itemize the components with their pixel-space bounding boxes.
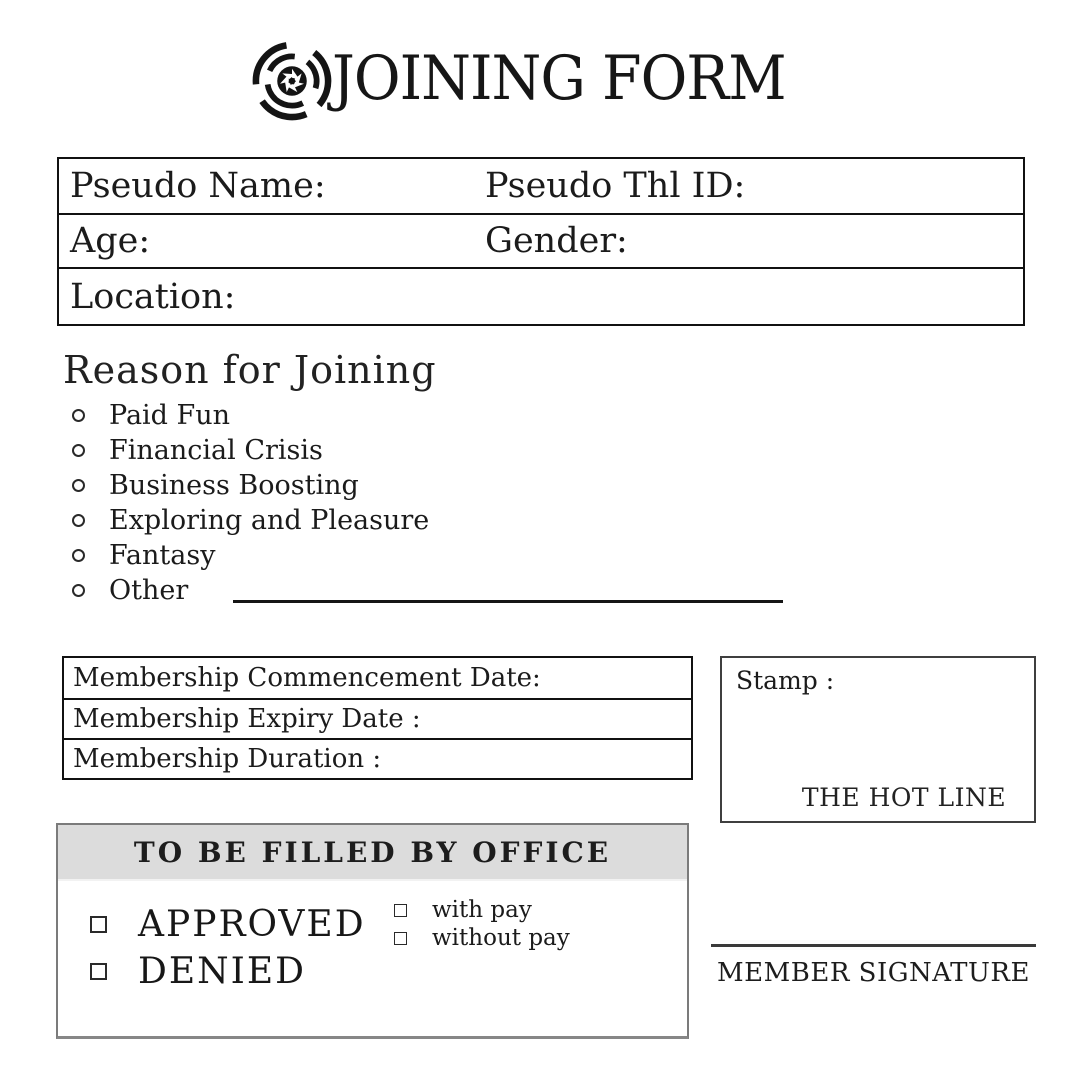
- approved-checkbox[interactable]: [90, 916, 107, 933]
- reason-option-label: Paid Fun: [109, 400, 231, 431]
- office-use-box: [56, 823, 689, 1039]
- reason-heading: Reason for Joining: [63, 348, 437, 392]
- radio-icon[interactable]: [72, 409, 85, 422]
- page-title: JOINING FORM: [332, 44, 786, 114]
- age-label: Age:: [70, 221, 151, 261]
- list-item: [63, 538, 783, 573]
- info-row-name-id[interactable]: [59, 159, 1023, 213]
- membership-expiry-label: Membership Expiry Date :: [73, 704, 421, 734]
- office-header: TO BE FILLED BY OFFICE: [58, 825, 687, 881]
- stamp-label: Stamp :: [736, 666, 835, 695]
- reason-option-label: Financial Crisis: [109, 435, 323, 466]
- reason-list: [63, 398, 783, 608]
- without-pay-label: without pay: [432, 925, 570, 951]
- pseudo-thl-id-label: Pseudo Thl ID:: [485, 166, 746, 206]
- location-label: Location:: [70, 276, 236, 317]
- reason-option-label: Exploring and Pleasure: [109, 505, 430, 536]
- with-pay-checkbox[interactable]: [394, 904, 407, 917]
- pseudo-name-label: Pseudo Name:: [70, 166, 326, 206]
- without-pay-checkbox[interactable]: [394, 932, 407, 945]
- list-item: [63, 433, 783, 468]
- radio-icon[interactable]: [72, 514, 85, 527]
- member-signature-label: MEMBER SIGNATURE: [717, 958, 1030, 988]
- org-name-label: THE HOT LINE: [801, 783, 1007, 812]
- list-item: [63, 398, 783, 433]
- list-item: [63, 468, 783, 503]
- personal-info-table: [57, 157, 1025, 326]
- with-pay-row: [394, 897, 532, 923]
- aperture-logo-icon: [251, 40, 333, 122]
- without-pay-row: [394, 925, 570, 951]
- radio-icon[interactable]: [72, 444, 85, 457]
- approved-label: APPROVED: [138, 904, 366, 945]
- radio-icon[interactable]: [72, 479, 85, 492]
- membership-commencement-row[interactable]: [64, 658, 691, 698]
- gender-label: Gender:: [485, 221, 628, 261]
- membership-duration-row[interactable]: [64, 738, 691, 778]
- reason-option-label: Other: [109, 575, 189, 606]
- other-reason-blank-line[interactable]: [233, 600, 783, 603]
- radio-icon[interactable]: [72, 549, 85, 562]
- info-row-location[interactable]: [59, 267, 1023, 324]
- member-signature-line[interactable]: [711, 944, 1036, 947]
- denied-row: [90, 951, 306, 992]
- with-pay-label: with pay: [432, 897, 532, 923]
- reason-option-label: Fantasy: [109, 540, 216, 571]
- stamp-box: [720, 656, 1036, 823]
- membership-duration-label: Membership Duration :: [73, 744, 382, 774]
- reason-option-label: Business Boosting: [109, 470, 359, 501]
- denied-checkbox[interactable]: [90, 963, 107, 980]
- membership-table: [62, 656, 693, 780]
- approved-row: [90, 904, 366, 945]
- membership-commencement-label: Membership Commencement Date:: [73, 663, 541, 693]
- list-item: [63, 503, 783, 538]
- membership-expiry-row[interactable]: [64, 698, 691, 738]
- info-row-age-gender[interactable]: [59, 213, 1023, 267]
- denied-label: DENIED: [138, 951, 307, 992]
- radio-icon[interactable]: [72, 584, 85, 597]
